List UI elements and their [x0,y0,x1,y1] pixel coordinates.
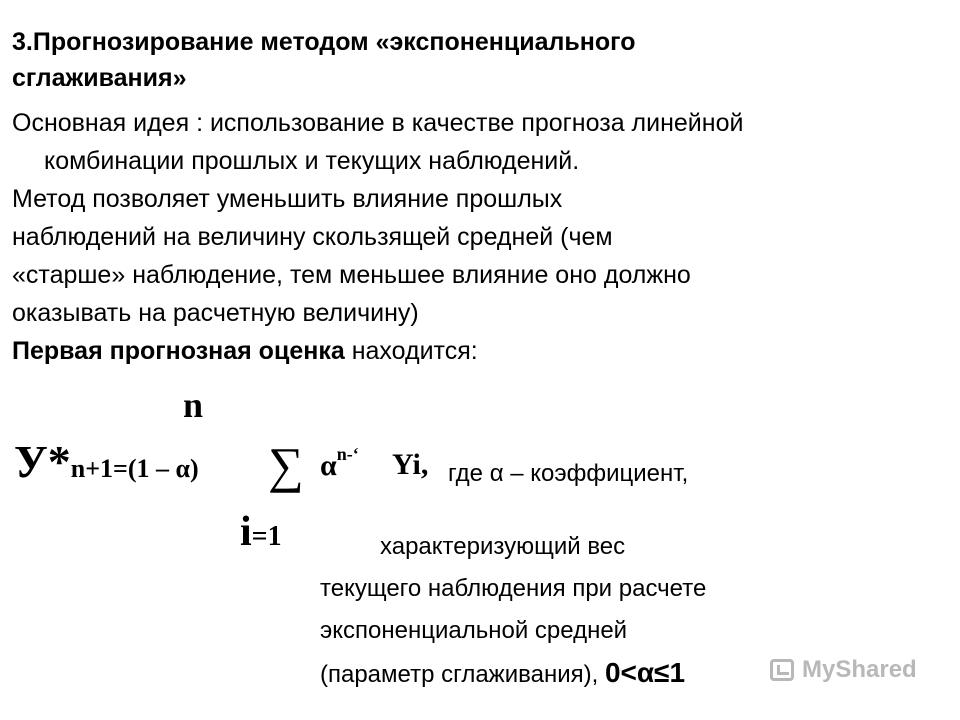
title-line-1: 3.Прогнозирование методом «экспоненциального [12,28,636,56]
first-estimate-rest: находится: [344,337,478,365]
desc-line-3: экспоненциальной средней [320,617,628,644]
formula-lhs-symbol: У* [14,436,71,487]
lower-limit-index: i [240,509,252,555]
formula-lhs [14,432,199,499]
slide-title [12,24,912,96]
method-line-2: наблюдений на величину скользящей средней (чем [12,223,613,251]
title-line-2: сглаживания» [12,64,187,92]
alpha-range: 0<α≤1 [604,657,686,688]
watermark [770,656,917,684]
method-line-3: «старше» наблюдение, тем меньшее влияние оно должно [12,261,691,289]
watermark-text: MyShared [802,656,917,683]
desc-line-1: характеризующий вес [380,533,626,560]
sum-upper-limit: n [183,385,204,425]
lower-limit-value: =1 [251,521,282,552]
method-line-4: оказывать на расчетную величину) [12,299,419,327]
first-estimate-bold: Первая прогнозная оценка [12,337,345,365]
desc-line-4-text: (параметр сглаживания), [320,661,605,688]
myshared-logo-icon [770,659,794,681]
method-line-1: Метод позволяет уменьшить влияние прошлых [12,185,563,213]
desc-line-2: текущего наблюдения при расчете [320,575,707,602]
sigma-symbol: ∑ [268,437,304,493]
slide-body [12,104,912,370]
main-idea-line-1: Основная идея : использование в качестве прогноза линейной [12,109,744,137]
alpha-term [320,444,359,483]
formula-lhs-sub: n+1=(1 – α) [70,454,199,483]
coefficient-text: где α – коэффициент, [448,460,689,487]
first-estimate-line [12,332,912,370]
alpha-symbol: α [320,449,337,482]
sum-lower-limit [240,508,282,556]
alpha-exponent: n-‘ [336,444,359,464]
yi-term: Yi, [392,448,429,481]
main-idea-line-2: комбинации прошлых и текущих наблюдений. [44,147,580,175]
